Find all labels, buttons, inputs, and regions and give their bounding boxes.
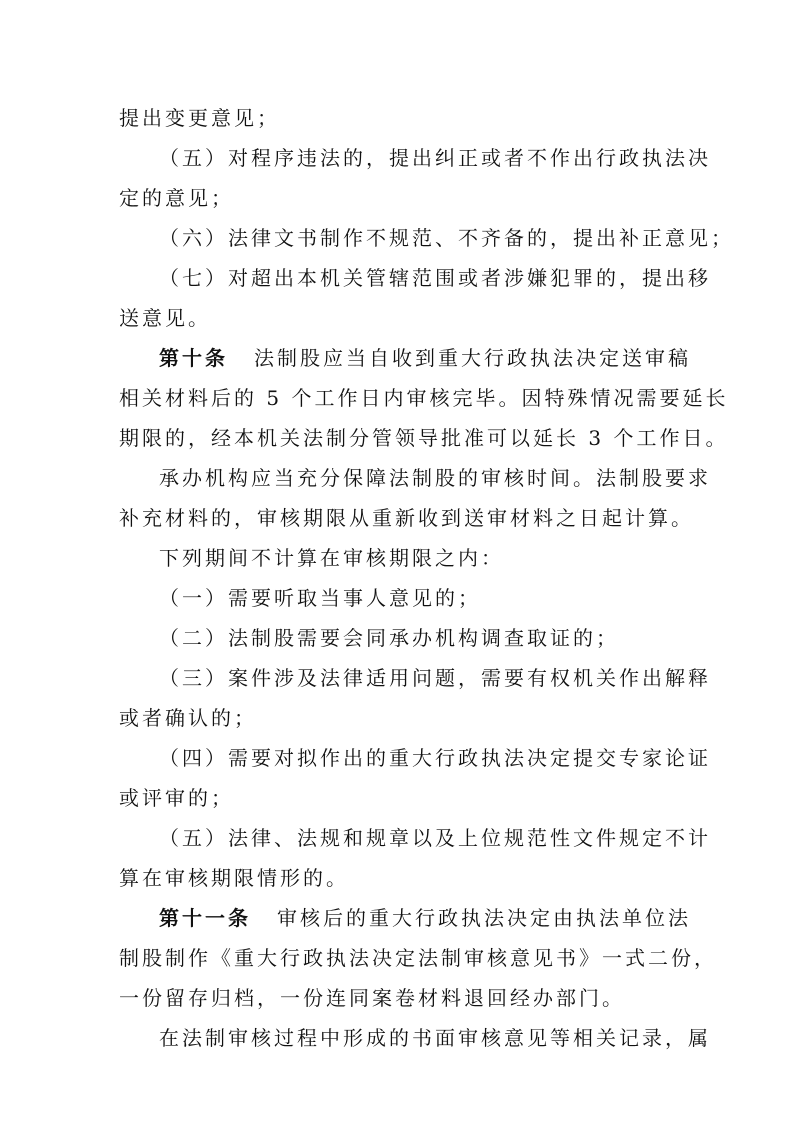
text-line: 补充材料的，审核期限从重新收到送审材料之日起计算。 <box>119 506 694 530</box>
text-line: （二）法制股需要会同承办机构调查取证的； <box>159 626 619 650</box>
text-line: 或者确认的； <box>119 706 257 730</box>
text-line: 提出变更意见； <box>119 106 280 130</box>
article-line: 第十条 法制股应当自收到重大行政执法决定送审稿 <box>159 346 691 370</box>
text-line: 一份留存归档，一份连同案卷材料退回经办部门。 <box>119 986 625 1010</box>
text-line: 定的意见； <box>119 186 234 210</box>
text-line: （三）案件涉及法律适用问题，需要有权机关作出解释 <box>159 666 711 690</box>
text-line: 制股制作《重大行政执法决定法制审核意见书》一式二份， <box>119 946 717 970</box>
article-heading: 第十条 <box>159 346 228 370</box>
text-line: 承办机构应当充分保障法制股的审核时间。法制股要求 <box>159 466 711 490</box>
article-line: 第十一条 审核后的重大行政执法决定由执法单位法 <box>159 906 691 930</box>
text-line: 或评审的； <box>119 786 234 810</box>
text-line: （六）法律文书制作不规范、不齐备的，提出补正意见； <box>159 226 734 250</box>
text-line: 相关材料后的 5 个工作日内审核完毕。因特殊情况需要延长 <box>119 386 729 410</box>
article-heading: 第十一条 <box>159 906 251 930</box>
text-line: 送意见。 <box>119 306 211 330</box>
text-line: （四）需要对拟作出的重大行政执法决定提交专家论证 <box>159 746 711 770</box>
text-line: 下列期间不计算在审核期限之内： <box>159 546 504 570</box>
text-line: 在法制审核过程中形成的书面审核意见等相关记录，属 <box>159 1026 711 1050</box>
text-line: （五）对程序违法的，提出纠正或者不作出行政执法决 <box>159 146 711 170</box>
text-line: 期限的，经本机关法制分管领导批准可以延长 3 个工作日。 <box>119 426 729 450</box>
text-line: （七）对超出本机关管辖范围或者涉嫌犯罪的，提出移 <box>159 266 711 290</box>
text-line: （五）法律、法规和规章以及上位规范性文件规定不计 <box>159 826 711 850</box>
text-line: 算在审核期限情形的。 <box>119 866 349 890</box>
text-line: （一）需要听取当事人意见的； <box>159 586 481 610</box>
